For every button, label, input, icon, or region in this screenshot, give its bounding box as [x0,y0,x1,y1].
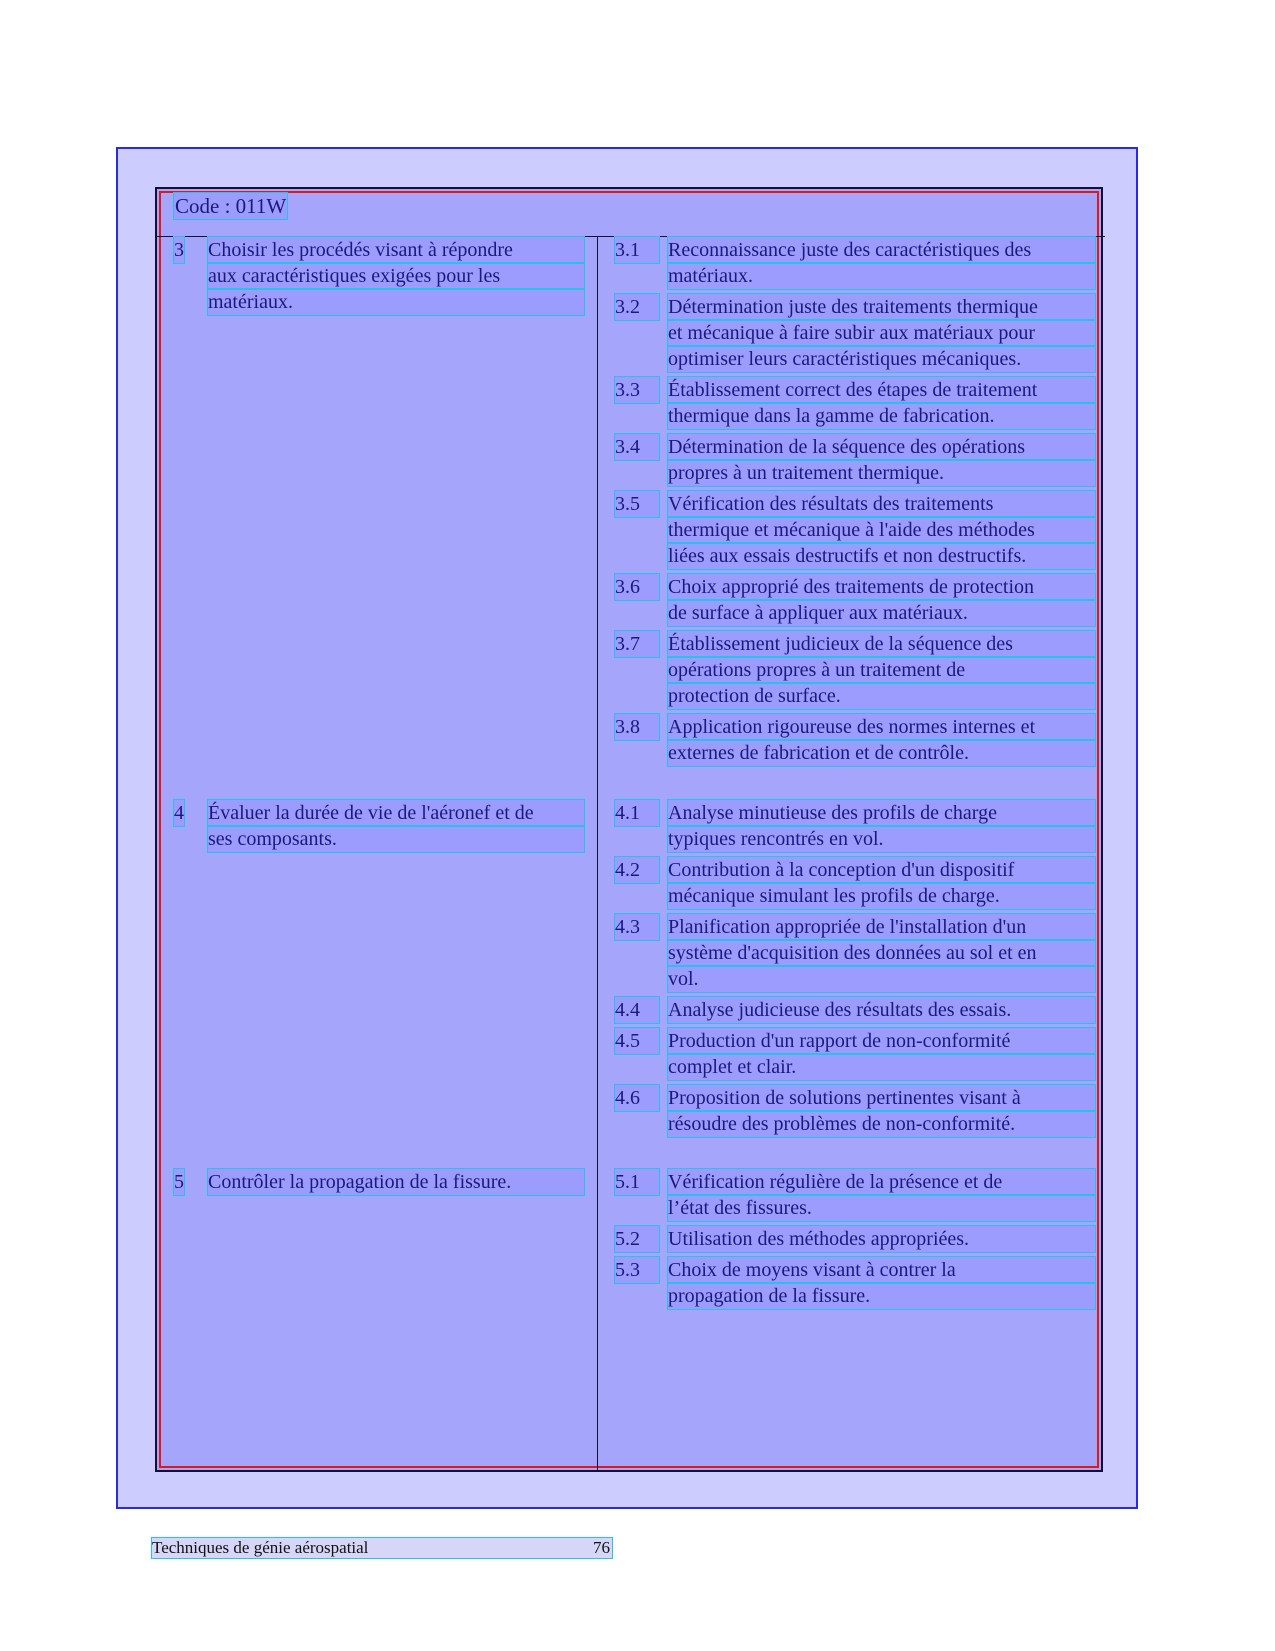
code-header [174,193,287,219]
criterion [615,1085,1095,1137]
criterion-line: protection de surface. [668,683,1095,709]
criterion-line: Utilisation des méthodes appropriées. [668,1226,1095,1252]
criterion-line: thermique et mécanique à l'aide des méthodes [668,517,1095,543]
criterion-number: 3.6 [615,574,659,600]
criterion-number: 5.1 [615,1169,659,1195]
criterion-line: optimiser leurs caractéristiques mécaniques. [668,346,1095,372]
statement-line: Contrôler la propagation de la fissure. [208,1169,584,1195]
statement-line: Évaluer la durée de vie de l'aéronef et de [208,800,584,826]
criterion [615,914,1095,992]
criterion-line: Application rigoureuse des normes internes et [668,714,1095,740]
criterion-number: 4.3 [615,914,659,940]
criterion-line: vol. [668,966,1095,992]
page-footer [152,1538,612,1558]
criterion [615,800,1095,852]
criterion-line: propagation de la fissure. [668,1283,1095,1309]
statement-line: aux caractéristiques exigées pour les [208,263,584,289]
criteria-list [615,1169,1095,1314]
statement-line: Choisir les procédés visant à répondre [208,237,584,263]
criterion-line: Établissement judicieux de la séquence des [668,631,1095,657]
criterion-number: 4.6 [615,1085,659,1111]
criterion [615,237,1095,289]
criterion-number: 3.2 [615,294,659,320]
statement-line: matériaux. [208,289,584,315]
criterion-line: système d'acquisition des données au sol et en [668,940,1095,966]
criterion-line: typiques rencontrés en vol. [668,826,1095,852]
criterion-line: Vérification régulière de la présence et de [668,1169,1095,1195]
criteria-list [615,800,1095,1142]
criterion-number: 4.5 [615,1028,659,1054]
criterion-line: Détermination de la séquence des opérations [668,434,1095,460]
criterion-line: Choix approprié des traitements de protection [668,574,1095,600]
criterion-line: Vérification des résultats des traitements [668,491,1095,517]
criterion-number: 3.1 [615,237,659,263]
element-statement [208,800,584,852]
criterion [615,714,1095,766]
criterion-line: Détermination juste des traitements thermique [668,294,1095,320]
criterion-line: l’état des fissures. [668,1195,1095,1221]
criterion [615,997,1095,1023]
criterion [615,434,1095,486]
criterion-line: opérations propres à un traitement de [668,657,1095,683]
criterion [615,294,1095,372]
element-number: 5 [174,1171,184,1193]
criterion-line: résoudre des problèmes de non-conformité. [668,1111,1095,1137]
criterion-number: 4.2 [615,857,659,883]
criterion-line: Planification appropriée de l'installation d'un [668,914,1095,940]
criterion-line: liées aux essais destructifs et non destructifs. [668,543,1095,569]
footer-title: Techniques de génie aérospatial [152,1538,369,1557]
criterion-line: thermique dans la gamme de fabrication. [668,403,1095,429]
criterion [615,377,1095,429]
element-statement [208,1169,584,1195]
criterion [615,631,1095,709]
criterion [615,1226,1095,1252]
criterion-line: Production d'un rapport de non-conformité [668,1028,1095,1054]
statement-line: ses composants. [208,826,584,852]
criterion-line: Proposition de solutions pertinentes visant à [668,1085,1095,1111]
criterion-line: propres à un traitement thermique. [668,460,1095,486]
criterion [615,574,1095,626]
page-number: 76 [593,1538,610,1557]
criterion [615,491,1095,569]
criterion [615,1169,1095,1221]
criterion-line: Analyse minutieuse des profils de charge [668,800,1095,826]
criterion [615,1028,1095,1080]
criterion-number: 5.2 [615,1226,659,1252]
criteria-list [615,237,1095,771]
criterion-line: matériaux. [668,263,1095,289]
criterion-line: Contribution à la conception d'un dispositif [668,857,1095,883]
criterion-number: 3.8 [615,714,659,740]
criterion-line: Choix de moyens visant à contrer la [668,1257,1095,1283]
criterion-number: 3.4 [615,434,659,460]
criterion-number: 4.4 [615,997,659,1023]
criterion-line: complet et clair. [668,1054,1095,1080]
element-number: 3 [174,239,184,261]
criterion-line: externes de fabrication et de contrôle. [668,740,1095,766]
criterion [615,857,1095,909]
criterion [615,1257,1095,1309]
criterion-number: 3.3 [615,377,659,403]
criterion-line: et mécanique à faire subir aux matériaux pour [668,320,1095,346]
code-value: 011W [235,194,287,218]
criterion-line: Analyse judicieuse des résultats des essais. [668,997,1095,1023]
element-statement [208,237,584,315]
criterion-number: 4.1 [615,800,659,826]
criterion-line: Établissement correct des étapes de traitement [668,377,1095,403]
column-divider [597,236,598,1472]
criterion-line: mécanique simulant les profils de charge. [668,883,1095,909]
element-number: 4 [174,802,184,824]
code-label: Code : [175,194,231,218]
criterion-number: 3.5 [615,491,659,517]
criterion-number: 3.7 [615,631,659,657]
criterion-number: 5.3 [615,1257,659,1283]
criterion-line: de surface à appliquer aux matériaux. [668,600,1095,626]
criterion-line: Reconnaissance juste des caractéristiques des [668,237,1095,263]
